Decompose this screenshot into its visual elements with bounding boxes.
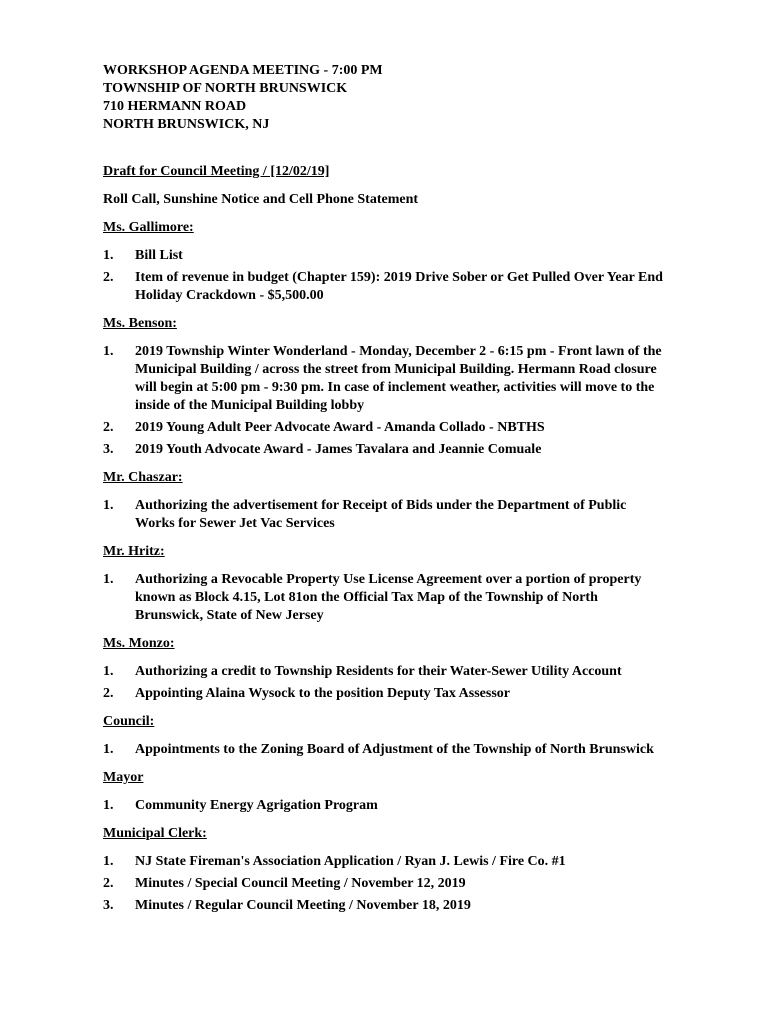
agenda-item-number: 2. — [103, 270, 114, 285]
section-title: Ms. Monzo: — [103, 636, 175, 651]
agenda-item-number: 2. — [103, 876, 114, 891]
roll-call-statement: Roll Call, Sunshine Notice and Cell Phone Statement — [103, 192, 419, 207]
agenda-item-number: 3. — [103, 898, 114, 913]
agenda-item-text: 2019 Township Winter Wonderland - Monday, December 2 - 6:15 pm - Front lawn of the Municipal Building / across the street from Municipal Building. Hermann Road closure will begin at 5:00 pm - 9:30 pm. In case of inclement weather, activities will move to the inside of the Municipal Building lobby — [135, 344, 662, 413]
document-header — [103, 62, 668, 134]
agenda-item-number: 1. — [103, 498, 114, 513]
agenda-item-text: Bill List — [135, 248, 183, 263]
section-title: Ms. Gallimore: — [103, 220, 194, 235]
agenda-item-text: 2019 Youth Advocate Award - James Tavalara and Jeannie Comuale — [135, 442, 542, 457]
agenda-item-list — [103, 741, 668, 759]
agenda-item-number: 1. — [103, 664, 114, 679]
agenda-item-list — [103, 343, 668, 459]
agenda-item-text: Appointing Alaina Wysock to the position Deputy Tax Assessor — [135, 686, 510, 701]
agenda-section — [103, 315, 668, 459]
agenda-item-text: Authorizing the advertisement for Receipt of Bids under the Department of Public Works for Sewer Jet Vac Services — [135, 498, 627, 531]
agenda-item-text: Community Energy Agrigation Program — [135, 798, 378, 813]
header-city: NORTH BRUNSWICK, NJ — [103, 117, 270, 132]
agenda-item-list — [103, 797, 668, 815]
header-title: WORKSHOP AGENDA MEETING - 7:00 PM — [103, 63, 383, 78]
agenda-item-list — [103, 497, 668, 533]
section-title: Mayor — [103, 770, 144, 785]
agenda-item-text: Minutes / Regular Council Meeting / November 18, 2019 — [135, 898, 471, 913]
agenda-item-text: 2019 Young Adult Peer Advocate Award - Amanda Collado - NBTHS — [135, 420, 545, 435]
agenda-item-number: 1. — [103, 798, 114, 813]
agenda-item-text: Item of revenue in budget (Chapter 159): 2019 Drive Sober or Get Pulled Over Year End Holiday Crackdown - $5,500.00 — [135, 270, 663, 303]
agenda-item-number: 1. — [103, 742, 114, 757]
agenda-item — [103, 343, 668, 415]
agenda-section — [103, 825, 668, 915]
agenda-item — [103, 853, 668, 871]
agenda-section — [103, 219, 668, 305]
agenda-item-number: 2. — [103, 686, 114, 701]
agenda-item-number: 1. — [103, 248, 114, 263]
agenda-item — [103, 741, 668, 759]
agenda-item — [103, 441, 668, 459]
agenda-item — [103, 269, 668, 305]
agenda-item-list — [103, 853, 668, 915]
agenda-section — [103, 635, 668, 703]
agenda-section — [103, 543, 668, 625]
agenda-sections — [103, 219, 668, 915]
agenda-item-number: 1. — [103, 854, 114, 869]
agenda-item — [103, 419, 668, 437]
agenda-item — [103, 497, 668, 533]
agenda-document — [103, 62, 668, 915]
section-title: Ms. Benson: — [103, 316, 177, 331]
agenda-item-text: Minutes / Special Council Meeting / November 12, 2019 — [135, 876, 466, 891]
agenda-item-number: 2. — [103, 420, 114, 435]
section-title: Council: — [103, 714, 155, 729]
agenda-section — [103, 713, 668, 759]
section-title: Municipal Clerk: — [103, 826, 207, 841]
agenda-item — [103, 797, 668, 815]
agenda-item-text: Appointments to the Zoning Board of Adjustment of the Township of North Brunswick — [135, 742, 654, 757]
agenda-item-text: Authorizing a Revocable Property Use License Agreement over a portion of property known as Block 4.15, Lot 81on the Official Tax Map of the Township of North Brunswick, State of New Jersey — [135, 572, 642, 623]
agenda-item-text: NJ State Fireman's Association Application / Ryan J. Lewis / Fire Co. #1 — [135, 854, 566, 869]
agenda-item — [103, 663, 668, 681]
section-title: Mr. Hritz: — [103, 544, 165, 559]
header-township: TOWNSHIP OF NORTH BRUNSWICK — [103, 81, 348, 96]
section-title: Mr. Chaszar: — [103, 470, 183, 485]
agenda-item — [103, 571, 668, 625]
agenda-section — [103, 769, 668, 815]
agenda-item — [103, 875, 668, 893]
agenda-item-list — [103, 571, 668, 625]
agenda-item — [103, 897, 668, 915]
agenda-item-list — [103, 247, 668, 305]
agenda-item-number: 3. — [103, 442, 114, 457]
agenda-item-text: Authorizing a credit to Township Residents for their Water-Sewer Utility Account — [135, 664, 622, 679]
draft-title: Draft for Council Meeting / [12/02/19] — [103, 164, 330, 179]
agenda-item-number: 1. — [103, 344, 114, 359]
agenda-section — [103, 469, 668, 533]
agenda-item — [103, 247, 668, 265]
header-address: 710 HERMANN ROAD — [103, 99, 247, 114]
agenda-item — [103, 685, 668, 703]
agenda-item-list — [103, 663, 668, 703]
agenda-item-number: 1. — [103, 572, 114, 587]
